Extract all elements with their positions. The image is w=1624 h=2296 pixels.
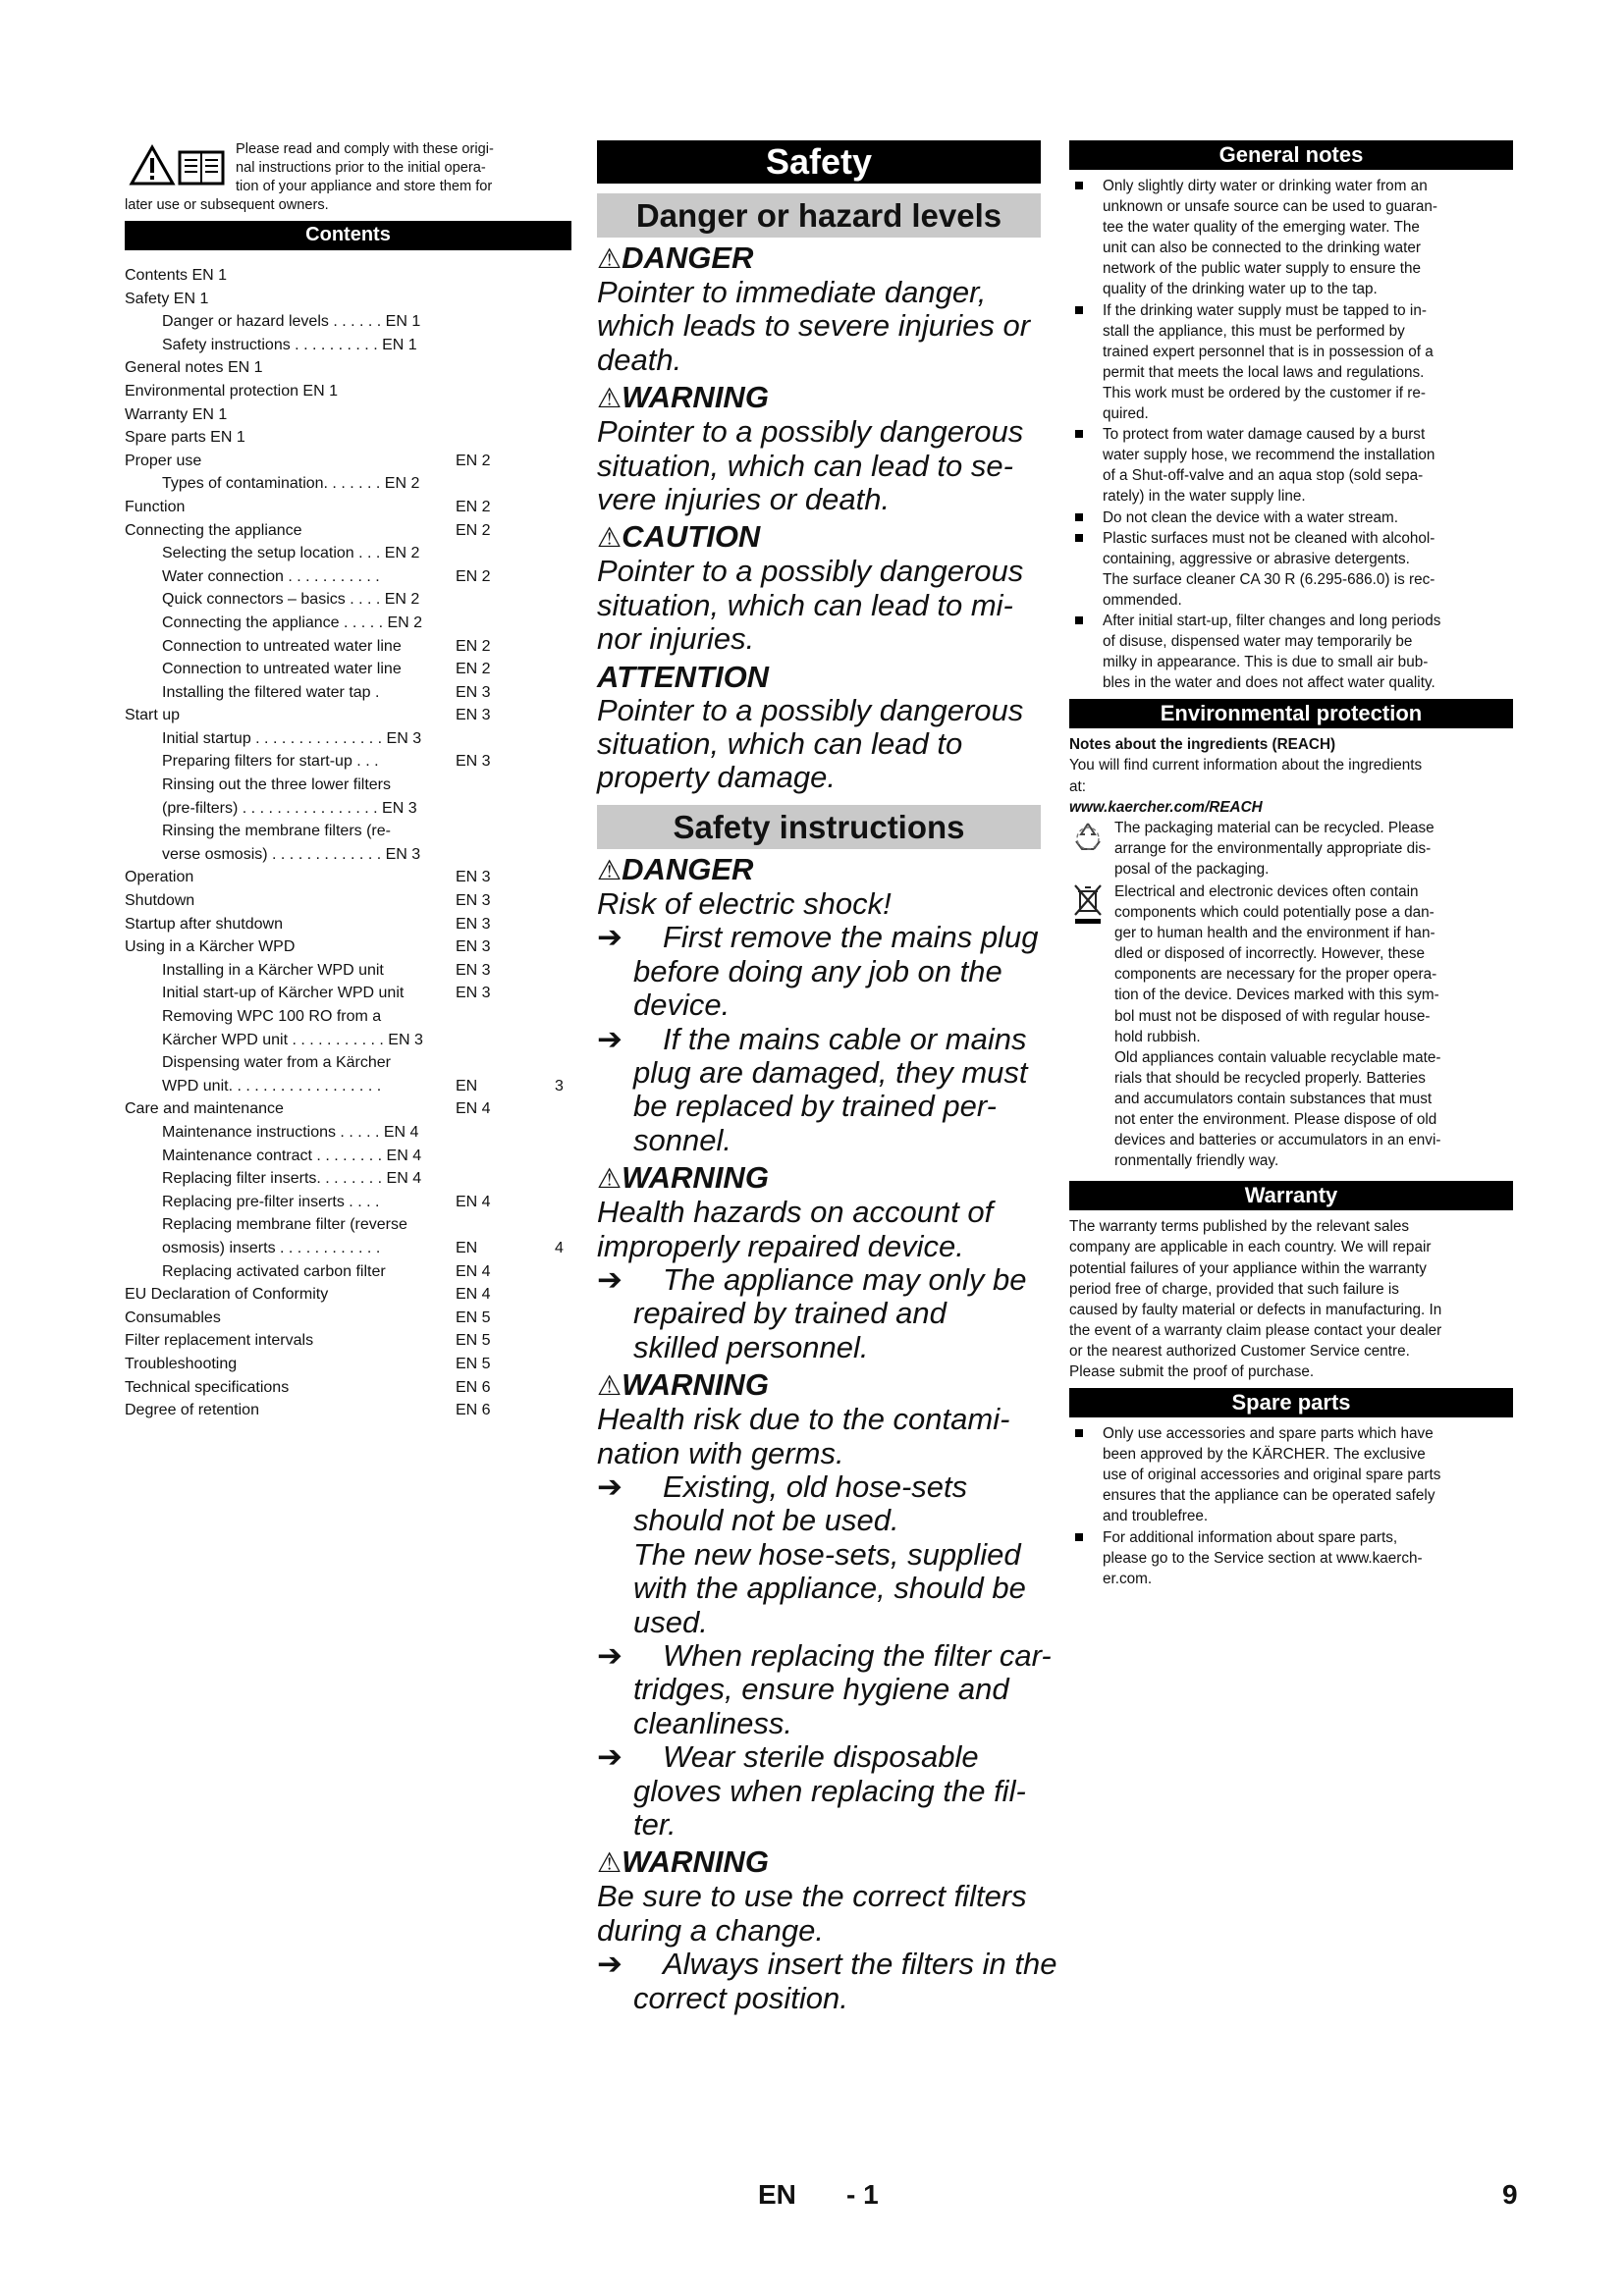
bullet-item bbox=[1069, 507, 1513, 528]
toc-entry[interactable] bbox=[125, 635, 571, 659]
toc-entry[interactable] bbox=[125, 519, 571, 543]
danger-label: ⚠DANGER bbox=[597, 851, 754, 886]
left-column bbox=[125, 140, 571, 1422]
warning-triangle-icon: ⚠ bbox=[597, 383, 623, 414]
bullet-line: quality of the drinking water up to the tap. bbox=[1103, 281, 1378, 298]
toc-title: Rinsing the membrane filters (re- bbox=[162, 823, 391, 840]
toc-entry[interactable] bbox=[125, 403, 571, 427]
toc-entry[interactable] bbox=[125, 356, 571, 380]
reach-title: Notes about the ingredients (REACH) bbox=[1069, 736, 1336, 754]
toc-page: EN 6 bbox=[456, 1378, 491, 1396]
toc-page: EN 5 bbox=[456, 1355, 491, 1372]
warning-triangle-icon: ⚠ bbox=[597, 1370, 623, 1402]
attention-text: Pointer to a possibly dangerous situation, which can lead to property damage. bbox=[597, 692, 1024, 795]
toc-page: EN bbox=[456, 1239, 478, 1256]
toc-title: WPD unit. . . . . . . . . . . . . . . . . . bbox=[162, 1077, 382, 1095]
instructions-heading: Safety instructions bbox=[597, 805, 1041, 849]
bullet-line: quired. bbox=[1103, 405, 1149, 423]
toc-page: EN 3 bbox=[456, 753, 491, 771]
toc-title: Connection to untreated water line bbox=[162, 661, 402, 678]
toc-title: Kärcher WPD unit . . . . . . . . . . . EN 3 bbox=[162, 1031, 423, 1048]
toc-entry[interactable] bbox=[125, 565, 571, 589]
safety-title: Safety bbox=[597, 140, 1041, 184]
toc-title: Replacing pre-filter inserts . . . . bbox=[162, 1193, 380, 1210]
packaging-note: The packaging material can be recycled. Please arrange for the environmentally appropriate dis- posal of the packaging. bbox=[1069, 818, 1513, 880]
toc-page: EN 5 bbox=[456, 1308, 491, 1326]
bullet-line: been approved by the KÄRCHER. The exclusive bbox=[1103, 1446, 1426, 1464]
toc-page: EN 2 bbox=[456, 452, 491, 469]
warning-triangle-icon: ⚠ bbox=[597, 522, 623, 554]
toc-title: osmosis) inserts . . . . . . . . . . . . bbox=[162, 1239, 381, 1256]
toc-title: Startup after shutdown bbox=[125, 915, 283, 933]
toc-entry[interactable] bbox=[125, 1191, 571, 1214]
toc-page: EN 3 bbox=[456, 961, 491, 979]
instruction-step: ➔ First remove the mains plug before doing any job on the device. bbox=[597, 920, 1039, 1023]
toc-entry[interactable] bbox=[125, 866, 571, 889]
toc-title: Start up bbox=[125, 707, 181, 724]
toc-title: Connecting the appliance bbox=[125, 521, 302, 539]
danger-text: Pointer to immediate danger, which leads to severe injuries or death. bbox=[597, 275, 1031, 377]
danger-label: ⚠DANGER bbox=[597, 240, 754, 275]
toc-title: Preparing filters for start-up . . . bbox=[162, 753, 379, 771]
arrow-icon: ➔ bbox=[597, 1638, 623, 1673]
bullet-square-icon bbox=[1075, 616, 1083, 624]
arrow-icon: ➔ bbox=[597, 1468, 623, 1504]
attention-label: ATTENTION bbox=[597, 659, 770, 694]
toc-entry[interactable] bbox=[125, 588, 571, 612]
warning-triangle-icon: ⚠ bbox=[597, 1163, 623, 1195]
toc-entry[interactable] bbox=[125, 889, 571, 913]
reach-link[interactable]: www.kaercher.com/REACH bbox=[1069, 798, 1263, 816]
bullet-line: er.com. bbox=[1103, 1570, 1153, 1587]
toc-entry[interactable] bbox=[125, 1307, 571, 1330]
warning-triangle-icon: ⚠ bbox=[597, 854, 623, 885]
warning-label: ⚠WARNING bbox=[597, 1367, 769, 1403]
toc-entry[interactable] bbox=[125, 1213, 571, 1237]
bullet-item bbox=[1069, 176, 1513, 300]
toc-title: Shutdown bbox=[125, 892, 195, 910]
toc-entry[interactable] bbox=[125, 797, 571, 821]
bullet-square-icon bbox=[1075, 1533, 1083, 1541]
bullet-square-icon bbox=[1075, 513, 1083, 521]
toc-title: Types of contamination. . . . . . . EN 2 bbox=[162, 475, 420, 493]
warranty-text: The warranty terms published by the relevant sales company are applicable in each country. We will repair potential failures of your appliance within the warranty period free of charge, provided that such failure is caused by faulty material or defects in manufacturing. In the event of a warranty claim please contact your dealer or the nearest authorized Customer Service centre. Please submit the proof of purchase. bbox=[1069, 1218, 1442, 1380]
toc-title: Contents EN 1 bbox=[125, 267, 228, 284]
toc-title: EU Declaration of Conformity bbox=[125, 1286, 329, 1304]
toc-entry[interactable] bbox=[125, 1051, 571, 1075]
toc-title: Maintenance contract . . . . . . . . EN 4 bbox=[162, 1147, 422, 1164]
spare-parts-heading: Spare parts bbox=[1069, 1388, 1513, 1417]
warning-label: ⚠WARNING bbox=[597, 1160, 769, 1196]
toc-title: Water connection . . . . . . . . . . . bbox=[162, 567, 380, 585]
toc-entry[interactable] bbox=[125, 774, 571, 797]
bullet-line: trained expert personnel that is in possession of a bbox=[1103, 343, 1434, 360]
instruction-step: ➔ The appliance may only be repaired by trained and skilled personnel. bbox=[597, 1261, 1027, 1364]
toc-entry[interactable] bbox=[125, 681, 571, 705]
bullet-line: To protect from water damage caused by a burst bbox=[1103, 426, 1426, 444]
toc-entry[interactable] bbox=[125, 264, 571, 288]
toc-title: Danger or hazard levels . . . . . . EN 1 bbox=[162, 313, 421, 331]
toc-entry[interactable] bbox=[125, 426, 571, 450]
toc-page: EN 4 bbox=[456, 1193, 491, 1210]
warning-triangle-icon: ⚠ bbox=[597, 243, 623, 274]
bullet-line: use of original accessories and original spare parts bbox=[1103, 1467, 1441, 1484]
crossed-bin-icon bbox=[1071, 883, 1105, 925]
general-notes-heading: General notes bbox=[1069, 140, 1513, 170]
toc-entry[interactable] bbox=[125, 334, 571, 357]
toc-entry[interactable] bbox=[125, 843, 571, 867]
toc-title: Using in a Kärcher WPD bbox=[125, 938, 296, 956]
toc-title: Technical specifications bbox=[125, 1378, 290, 1396]
toc-entry[interactable] bbox=[125, 1145, 571, 1168]
warning-text: Be sure to use the correct filters during a change. bbox=[597, 1879, 1027, 1948]
toc-entry[interactable] bbox=[125, 1376, 571, 1400]
toc-entry[interactable] bbox=[125, 727, 571, 751]
bullet-item bbox=[1069, 611, 1513, 693]
toc-entry[interactable] bbox=[125, 1283, 571, 1307]
toc-entry[interactable] bbox=[125, 1097, 571, 1121]
toc-page: EN 6 bbox=[456, 1402, 491, 1419]
spare-parts-list bbox=[1069, 1423, 1513, 1589]
toc-title: Replacing filter inserts. . . . . . . . EN 4 bbox=[162, 1170, 422, 1188]
toc-entry[interactable] bbox=[125, 1121, 571, 1145]
toc-page: EN 2 bbox=[456, 521, 491, 539]
instruction-step: ➔ Existing, old hose-sets should not be used. The new hose-sets, supplied with the appliance, should be used. bbox=[597, 1468, 1026, 1639]
toc-page-number: 4 bbox=[555, 1239, 564, 1256]
toc-page: EN 3 bbox=[456, 985, 491, 1002]
toc-title: Troubleshooting bbox=[125, 1355, 238, 1372]
toc-entry[interactable] bbox=[125, 1399, 571, 1422]
toc-entry[interactable] bbox=[125, 750, 571, 774]
toc-page: EN 2 bbox=[456, 661, 491, 678]
warning-text: Health hazards on account of improperly repaired device. bbox=[597, 1195, 994, 1263]
bullet-line: This work must be ordered by the customer if re- bbox=[1103, 384, 1427, 401]
bullet-line: network of the public water supply to ensure the bbox=[1103, 260, 1421, 278]
toc-page: EN 4 bbox=[456, 1100, 491, 1118]
toc-title: Safety EN 1 bbox=[125, 290, 209, 307]
bullet-line: of a Shut-off-valve and an aqua stop (sold sepa- bbox=[1103, 467, 1424, 485]
intro-notice bbox=[125, 140, 571, 215]
bullet-line: stall the appliance, this must be performed by bbox=[1103, 322, 1405, 340]
toc-page: EN bbox=[456, 1077, 478, 1095]
footer-language: EN bbox=[758, 2179, 796, 2210]
intro-line: nal instructions prior to the initial opera- bbox=[236, 160, 486, 176]
toc-entry[interactable] bbox=[125, 1005, 571, 1029]
toc-title: Dispensing water from a Kärcher bbox=[162, 1054, 391, 1072]
bullet-item bbox=[1069, 300, 1513, 425]
arrow-icon: ➔ bbox=[597, 920, 623, 955]
bullet-square-icon bbox=[1075, 306, 1083, 314]
warning-text: Health risk due to the contami- nation with germs. bbox=[597, 1402, 1010, 1470]
bullet-line: bles in the water and does not affect water quality. bbox=[1103, 674, 1435, 692]
danger-text: Risk of electric shock! bbox=[597, 885, 892, 921]
bullet-line: unknown or unsafe source can be used to guaran- bbox=[1103, 198, 1438, 216]
toc-page: EN 2 bbox=[456, 498, 491, 515]
toc-title: Degree of retention bbox=[125, 1402, 259, 1419]
toc-entry[interactable] bbox=[125, 1353, 571, 1376]
levels-heading: Danger or hazard levels bbox=[597, 193, 1041, 238]
instruction-step: ➔ If the mains cable or mains plug are damaged, they must be replaced by trained per- sonnel. bbox=[597, 1021, 1028, 1157]
bullet-square-icon bbox=[1075, 534, 1083, 542]
toc-page-number: 3 bbox=[555, 1077, 564, 1095]
toc-page: EN 4 bbox=[456, 1286, 491, 1304]
toc-title: Selecting the setup location . . . EN 2 bbox=[162, 545, 420, 562]
bullet-line: tee the water quality of the emerging water. The bbox=[1103, 219, 1420, 237]
toc-entry[interactable] bbox=[125, 1167, 571, 1191]
warning-label: ⚠WARNING bbox=[597, 1844, 769, 1880]
toc-title: Rinsing out the three lower filters bbox=[162, 776, 391, 794]
toc-title: Proper use bbox=[125, 452, 202, 469]
toc-entry[interactable] bbox=[125, 1075, 571, 1098]
bullet-line: unit can also be connected to the drinking water bbox=[1103, 240, 1421, 257]
bullet-item bbox=[1069, 1423, 1513, 1526]
intro-line: later use or subsequent owners. bbox=[125, 197, 329, 213]
footer-section: - 1 bbox=[846, 2179, 879, 2210]
toc-entry[interactable] bbox=[125, 1329, 571, 1353]
warranty-heading: Warranty bbox=[1069, 1181, 1513, 1210]
toc-title: Warranty EN 1 bbox=[125, 405, 228, 423]
toc-entry[interactable] bbox=[125, 450, 571, 473]
page-number: 9 bbox=[1502, 2179, 1518, 2210]
bullet-line: Only use accessories and spare parts which have bbox=[1103, 1425, 1434, 1443]
toc-entry[interactable] bbox=[125, 380, 571, 403]
bullet-square-icon bbox=[1075, 1429, 1083, 1437]
toc-entry[interactable] bbox=[125, 820, 571, 843]
bullet-line: rately) in the water supply line. bbox=[1103, 488, 1306, 506]
toc-entry[interactable] bbox=[125, 288, 571, 311]
bullet-line: containing, aggressive or abrasive detergents. bbox=[1103, 550, 1410, 567]
toc-title: Replacing membrane filter (reverse bbox=[162, 1216, 407, 1234]
environment-heading: Environmental protection bbox=[1069, 699, 1513, 728]
toc-entry[interactable] bbox=[125, 1260, 571, 1284]
toc-entry[interactable] bbox=[125, 913, 571, 936]
bullet-line: If the drinking water supply must be tapped to in- bbox=[1103, 301, 1427, 319]
bullet-line: Only slightly dirty water or drinking water from an bbox=[1103, 178, 1428, 194]
warning-manual-icon bbox=[129, 144, 229, 186]
toc-page: EN 3 bbox=[456, 869, 491, 886]
right-column bbox=[1069, 140, 1513, 1589]
bullet-square-icon bbox=[1075, 430, 1083, 438]
general-notes-list bbox=[1069, 176, 1513, 693]
toc-title: Initial start-up of Kärcher WPD unit bbox=[162, 985, 405, 1002]
arrow-icon: ➔ bbox=[597, 1947, 623, 1982]
toc-entry[interactable] bbox=[125, 658, 571, 681]
bullet-line: After initial start-up, filter changes and long periods bbox=[1103, 612, 1441, 629]
toc-title: Filter replacement intervals bbox=[125, 1332, 314, 1350]
toc-title: Safety instructions . . . . . . . . . . EN 1 bbox=[162, 336, 417, 353]
bullet-line: of disuse, dispensed water may temporarily be bbox=[1103, 633, 1413, 651]
toc-title: Spare parts EN 1 bbox=[125, 429, 245, 447]
bullet-line: ommended. bbox=[1103, 591, 1182, 609]
toc-page: EN 4 bbox=[456, 1262, 491, 1280]
bullet-line: water supply hose, we recommend the installation bbox=[1103, 447, 1435, 464]
toc-title: Connection to untreated water line bbox=[162, 637, 402, 655]
toc-title: Removing WPC 100 RO from a bbox=[162, 1008, 382, 1025]
toc-entry[interactable] bbox=[125, 1237, 571, 1260]
bullet-item bbox=[1069, 528, 1513, 611]
bullet-line: please go to the Service section at www.kaerch- bbox=[1103, 1549, 1423, 1567]
toc-page: EN 2 bbox=[456, 567, 491, 585]
warning-label: ⚠WARNING bbox=[597, 380, 769, 415]
toc-page: EN 3 bbox=[456, 683, 491, 701]
arrow-icon: ➔ bbox=[597, 1021, 623, 1056]
toc-page: EN 3 bbox=[456, 892, 491, 910]
toc-entry[interactable] bbox=[125, 959, 571, 983]
toc-title: Consumables bbox=[125, 1308, 221, 1326]
toc-title: Installing the filtered water tap . bbox=[162, 683, 380, 701]
bullet-line: milky in appearance. This is due to small air bub- bbox=[1103, 654, 1429, 671]
toc-entry[interactable] bbox=[125, 542, 571, 565]
toc-entry[interactable] bbox=[125, 1029, 571, 1052]
toc-entry[interactable] bbox=[125, 704, 571, 727]
arrow-icon: ➔ bbox=[597, 1739, 623, 1775]
intro-line: tion of your appliance and store them for bbox=[236, 179, 493, 194]
arrow-icon: ➔ bbox=[597, 1261, 623, 1297]
toc-title: Quick connectors – basics . . . . EN 2 bbox=[162, 591, 420, 609]
toc-entry[interactable] bbox=[125, 472, 571, 496]
table-of-contents bbox=[125, 264, 571, 1422]
bullet-item bbox=[1069, 424, 1513, 507]
bullet-line: The surface cleaner CA 30 R (6.295-686.0) is rec- bbox=[1103, 570, 1435, 588]
toc-title: Connecting the appliance . . . . . EN 2 bbox=[162, 614, 423, 631]
middle-column bbox=[597, 140, 1057, 2015]
toc-title: Care and maintenance bbox=[125, 1100, 284, 1118]
bullet-line: Plastic surfaces must not be cleaned with alcohol- bbox=[1103, 529, 1435, 547]
toc-title: Initial startup . . . . . . . . . . . . . . . EN 3 bbox=[162, 729, 422, 747]
toc-page: EN 5 bbox=[456, 1332, 491, 1350]
bullet-line: For additional information about spare parts, bbox=[1103, 1528, 1398, 1546]
bullet-square-icon bbox=[1075, 182, 1083, 189]
warning-triangle-icon: ⚠ bbox=[597, 1847, 623, 1879]
caution-label: ⚠CAUTION bbox=[597, 519, 761, 555]
toc-page: EN 3 bbox=[456, 707, 491, 724]
toc-entry[interactable] bbox=[125, 612, 571, 635]
instruction-step: ➔ Wear sterile disposable gloves when replacing the fil- ter. bbox=[597, 1739, 1026, 1842]
toc-entry[interactable] bbox=[125, 982, 571, 1005]
toc-page: EN 2 bbox=[456, 637, 491, 655]
recycle-icon bbox=[1071, 820, 1105, 853]
toc-title: verse osmosis) . . . . . . . . . . . . . EN 3 bbox=[162, 845, 421, 863]
toc-title: Operation bbox=[125, 869, 194, 886]
bullet-line: and troublefree. bbox=[1103, 1508, 1209, 1525]
warning-text: Pointer to a possibly dangerous situation, which can lead to se- vere injuries or death. bbox=[597, 414, 1024, 517]
toc-title: Replacing activated carbon filter bbox=[162, 1262, 386, 1280]
toc-title: Maintenance instructions . . . . . EN 4 bbox=[162, 1123, 419, 1141]
toc-page: EN 3 bbox=[456, 915, 491, 933]
toc-title: Environmental protection EN 1 bbox=[125, 382, 338, 400]
toc-title: Function bbox=[125, 498, 186, 515]
toc-title: (pre-filters) . . . . . . . . . . . . . . . . EN 3 bbox=[162, 799, 417, 817]
caution-text: Pointer to a possibly dangerous situation, which can lead to mi- nor injuries. bbox=[597, 554, 1024, 657]
intro-line: Please read and comply with these origi- bbox=[236, 141, 494, 157]
toc-entry[interactable] bbox=[125, 310, 571, 334]
bullet-line: ensures that the appliance can be operated safely bbox=[1103, 1487, 1435, 1505]
toc-entry[interactable] bbox=[125, 496, 571, 519]
electrical-note: Electrical and electronic devices often contain components which could potentially pose a dan- ger to human health and the environment if han- dled or disposed of incorrectly. However, these components are necessary for the proper opera- tion of the device. Devices marked with this sym- bol must not be disposed of with regular house- hold rubbish. Old appliances contain valuable recyclable mate- rials that should be recycled properly. Batteries and accumulators contain substances that must not enter the environment. Please dispose of old devices and batteries or accumulators in an envi- ronmentally friendly way. bbox=[1069, 881, 1513, 1171]
bullet-item bbox=[1069, 1527, 1513, 1589]
toc-title: Installing in a Kärcher WPD unit bbox=[162, 961, 384, 979]
bullet-line: permit that meets the local laws and regulations. bbox=[1103, 363, 1425, 381]
reach-text: You will find current information about the ingredients at: bbox=[1069, 757, 1423, 795]
toc-page: EN 3 bbox=[456, 938, 491, 956]
contents-heading: Contents bbox=[125, 221, 571, 250]
instruction-step: ➔ Always insert the filters in the correct position. bbox=[597, 1947, 1057, 2015]
instruction-step: ➔ When replacing the filter car- tridges, ensure hygiene and cleanliness. bbox=[597, 1638, 1052, 1740]
toc-entry[interactable] bbox=[125, 935, 571, 959]
toc-title: General notes EN 1 bbox=[125, 359, 263, 377]
bullet-line: Do not clean the device with a water stream. bbox=[1103, 508, 1398, 526]
